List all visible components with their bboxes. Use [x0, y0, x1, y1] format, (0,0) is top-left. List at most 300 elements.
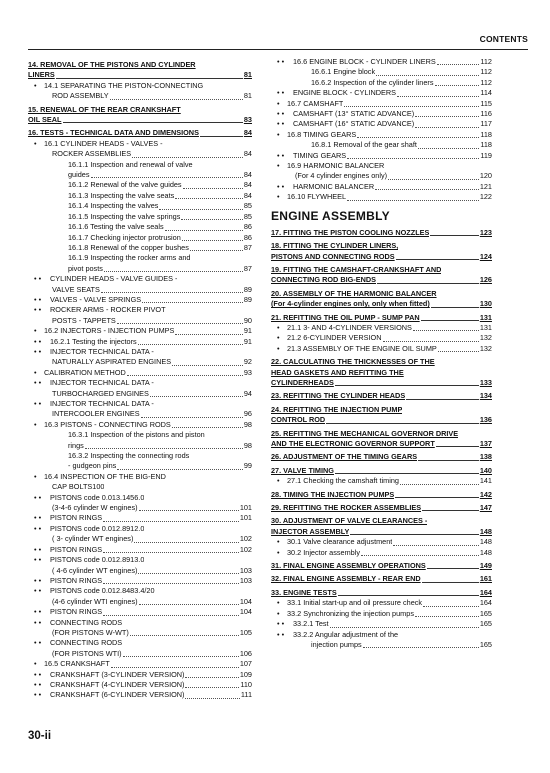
dot-leader	[123, 656, 239, 657]
toc-entry-text: 16.6.2 Inspection of the cylinder liners	[311, 77, 434, 87]
toc-entry-text: TURBOCHARGED ENGINES	[52, 388, 149, 398]
dot-leader	[159, 209, 242, 210]
toc-entry[interactable]	[28, 149, 252, 159]
toc-entry[interactable]	[28, 399, 252, 409]
dot-leader	[383, 341, 479, 342]
toc-entry[interactable]	[28, 243, 252, 253]
dot-leader	[56, 78, 243, 79]
dot-leader	[418, 148, 479, 149]
toc-entry-page: 131	[479, 322, 492, 332]
toc-entry[interactable]	[28, 555, 252, 565]
bullet-icon: •	[34, 471, 37, 481]
toc-entry[interactable]	[28, 347, 252, 357]
toc-entry-text: PISTON RINGS	[50, 513, 103, 523]
toc-entry-text: injection pumps	[311, 639, 362, 649]
toc-entry[interactable]	[271, 640, 492, 650]
toc-entry[interactable]	[28, 566, 252, 576]
toc-entry[interactable]	[271, 415, 492, 425]
dot-leader	[393, 545, 478, 546]
toc-entry-page: 116	[480, 109, 492, 119]
bullet-icon: •	[277, 476, 280, 486]
toc-entry[interactable]	[271, 130, 492, 140]
toc-entry-page: 165	[479, 639, 492, 649]
dot-leader	[350, 534, 478, 535]
toc-entry-page: 123	[479, 227, 492, 237]
toc-entry[interactable]	[28, 618, 252, 628]
toc-entry[interactable]	[271, 609, 492, 619]
toc-entry[interactable]	[271, 598, 492, 608]
dot-leader	[388, 179, 479, 180]
toc-entry-page: 98	[243, 440, 252, 450]
toc-entry-page: 83	[243, 115, 252, 125]
toc-entry[interactable]	[271, 323, 492, 333]
toc-entry-page: 86	[243, 222, 252, 232]
dot-leader	[400, 484, 479, 485]
toc-entry-text: 16.2.1 Testing the injectors	[50, 336, 137, 346]
toc-entry-text: AND THE ELECTRONIC GOVERNOR SUPPORT	[271, 439, 435, 448]
toc-entry-page: 93	[243, 367, 252, 377]
toc-entry[interactable]	[271, 171, 492, 181]
toc-entry[interactable]	[28, 482, 252, 492]
dot-leader	[103, 552, 239, 553]
toc-entry-page: 110	[240, 679, 252, 689]
toc-entry-text: 16.9 HARMONIC BALANCER	[287, 161, 385, 171]
toc-entry[interactable]	[271, 140, 492, 150]
toc-entry-page: 84	[243, 180, 252, 190]
toc-entry[interactable]	[28, 389, 252, 399]
toc-entry[interactable]	[28, 253, 252, 263]
dot-leader	[139, 510, 239, 511]
toc-entry-text: PISTONS code 0.012.8913.0	[50, 555, 145, 565]
toc-entry[interactable]	[28, 524, 252, 534]
toc-entry[interactable]	[271, 333, 492, 343]
dot-leader	[413, 330, 479, 331]
toc-entry-page: 92	[243, 357, 252, 367]
dot-leader	[376, 75, 479, 76]
toc-entry[interactable]	[271, 368, 492, 378]
bullet-icon: • •	[34, 575, 42, 585]
toc-entry-page: 140	[479, 465, 492, 475]
toc-entry-text: 33.1 Initial start-up and oil pressure check	[287, 598, 423, 608]
toc-entry[interactable]	[271, 99, 492, 109]
toc-entry-text: CONNECTING ROD BIG-ENDS	[271, 275, 376, 285]
toc-entry[interactable]	[28, 628, 252, 638]
toc-entry-page: 89	[243, 294, 252, 304]
toc-right-column	[271, 57, 492, 650]
toc-entry[interactable]	[28, 503, 252, 513]
bullet-icon: • •	[34, 399, 42, 408]
toc-entry[interactable]	[28, 201, 252, 211]
toc-entry[interactable]	[271, 344, 492, 354]
toc-entry-text: 16.5 CRANKSHAFT	[44, 659, 110, 669]
toc-entry-page: 102	[239, 534, 252, 544]
toc-entry-text: ( 3- cylinder WT engines)	[52, 534, 134, 544]
toc-entry[interactable]	[28, 212, 252, 222]
toc-entry[interactable]	[28, 409, 252, 419]
dot-leader	[111, 667, 239, 668]
toc-entry-text: 16.2 INJECTORS - INJECTION PUMPS	[44, 326, 175, 336]
toc-entry-text: (FOR PISTONS W-WT)	[52, 627, 129, 637]
toc-entry-page: 98	[243, 419, 252, 429]
toc-entry[interactable]	[28, 170, 252, 180]
toc-right-top	[271, 57, 492, 203]
toc-entry[interactable]	[28, 680, 252, 690]
bullet-icon: •	[277, 343, 280, 353]
bullet-icon: •	[34, 138, 37, 148]
toc-entry[interactable]	[28, 274, 252, 284]
dot-leader	[142, 302, 243, 303]
toc-entry-text: PISTONS code 0.012.8912.0	[50, 523, 145, 533]
toc-entry[interactable]	[28, 105, 252, 115]
toc-entry-text: PISTONS code 0.013.1456.0	[50, 492, 145, 502]
toc-entry[interactable]	[271, 357, 492, 367]
toc-entry[interactable]	[28, 337, 252, 347]
dot-leader	[183, 188, 243, 189]
bullet-icon: •	[277, 608, 280, 618]
bullet-icon: • •	[34, 523, 42, 533]
toc-entry[interactable]	[28, 295, 252, 305]
toc-entry[interactable]	[28, 420, 252, 430]
dot-leader	[200, 136, 243, 137]
toc-entry-page: 99	[243, 461, 252, 471]
dot-leader	[415, 616, 479, 617]
toc-entry-text: 16.10 FLYWHEEL	[287, 192, 347, 202]
toc-entry-page: 94	[243, 388, 252, 398]
toc-entry[interactable]	[271, 265, 492, 275]
toc-entry[interactable]	[271, 405, 492, 415]
toc-entry[interactable]	[28, 139, 252, 149]
dot-leader	[150, 396, 243, 397]
toc-entry[interactable]	[28, 81, 252, 91]
toc-entry[interactable]	[28, 607, 252, 617]
dot-leader	[326, 423, 479, 424]
dot-leader	[396, 259, 479, 260]
toc-entry[interactable]	[28, 472, 252, 482]
toc-entry-text: 22. CALCULATING THE THICKNESSES OF THE	[271, 357, 435, 367]
toc-entry[interactable]	[271, 466, 492, 476]
toc-entry-page: 86	[243, 232, 252, 242]
toc-entry-page: 81	[243, 70, 252, 80]
toc-entry[interactable]	[28, 597, 252, 607]
toc-entry-page: 147	[479, 503, 492, 513]
toc-entry-text: (4-6 cylinder WTI engines)	[52, 596, 138, 606]
toc-entry[interactable]	[28, 659, 252, 669]
toc-entry-text: 18. FITTING THE CYLINDER LINERS,	[271, 241, 399, 251]
toc-entry-page: 91	[243, 336, 252, 346]
dot-leader	[132, 157, 243, 158]
toc-entry[interactable]	[271, 527, 492, 537]
bullet-icon: • •	[34, 346, 42, 356]
bullet-icon: •	[277, 322, 280, 332]
toc-entry[interactable]	[28, 649, 252, 659]
toc-entry[interactable]	[28, 264, 252, 274]
bullet-icon: •	[277, 547, 280, 557]
dot-leader	[134, 542, 238, 543]
toc-entry[interactable]	[271, 503, 492, 513]
bullet-icon: • •	[277, 181, 285, 191]
dot-leader	[437, 64, 480, 65]
toc-entry-text: CYLINDERHEADS	[271, 377, 334, 387]
toc-entry-page: 161	[479, 574, 492, 584]
dot-leader	[103, 521, 239, 522]
toc-entry[interactable]	[271, 516, 492, 526]
toc-entry[interactable]	[28, 545, 252, 555]
toc-entry-page: 117	[480, 119, 492, 129]
toc-entry[interactable]	[271, 241, 492, 251]
toc-entry-text: (3-4-6 cylinder W engines)	[52, 503, 138, 513]
toc-entry-page: 132	[479, 333, 492, 343]
bullet-icon: •	[277, 598, 280, 608]
toc-entry-text: guides	[68, 170, 90, 180]
toc-entry-text: ROCKER ARMS - ROCKER PIVOT	[50, 305, 166, 315]
toc-entry-page: 126	[479, 275, 492, 285]
toc-entry[interactable]	[271, 537, 492, 547]
toc-entry-page: 132	[479, 343, 492, 353]
bullet-icon: • •	[34, 586, 42, 596]
toc-entry[interactable]	[28, 191, 252, 201]
toc-entry[interactable]	[28, 534, 252, 544]
toc-entry[interactable]	[28, 368, 252, 378]
toc-entry-text: CAMSHAFT (13° STATIC ADVANCE)	[293, 109, 415, 119]
toc-entry-page: 85	[243, 201, 252, 211]
bullet-icon: • •	[34, 690, 42, 700]
toc-entry-page: 136	[479, 415, 492, 425]
toc-entry[interactable]	[28, 222, 252, 232]
toc-entry-text: (For 4-cylinder engines only, only when fitted)	[271, 299, 430, 309]
toc-entry-text: (For 4 cylinder engines only)	[295, 171, 388, 181]
toc-entry[interactable]	[271, 151, 492, 161]
toc-entry[interactable]	[28, 160, 252, 170]
toc-entry[interactable]	[271, 192, 492, 202]
toc-entry-text: 19. FITTING THE CAMSHAFT-CRANKSHAFT AND	[271, 264, 442, 274]
bullet-icon: • •	[34, 669, 42, 679]
toc-entry[interactable]	[28, 461, 252, 471]
dot-leader	[436, 446, 479, 447]
dot-leader	[431, 307, 479, 308]
toc-entry-page: 109	[239, 669, 252, 679]
dot-leader	[335, 385, 479, 386]
dot-leader	[418, 460, 479, 461]
toc-entry[interactable]	[28, 180, 252, 190]
toc-entry-page: 133	[479, 377, 492, 387]
toc-entry-text: HARMONIC BALANCER	[293, 181, 375, 191]
dot-leader	[101, 292, 243, 293]
toc-entry[interactable]	[271, 289, 492, 299]
toc-entry-page: 85	[243, 211, 252, 221]
dot-leader	[190, 250, 243, 251]
page-header	[28, 34, 528, 48]
dot-leader	[103, 615, 239, 616]
toc-entry-text: 24. REFITTING THE INJECTION PUMP	[271, 404, 403, 414]
toc-entry[interactable]	[271, 439, 492, 449]
toc-entry[interactable]	[28, 670, 252, 680]
toc-entry[interactable]	[271, 161, 492, 171]
bullet-icon: •	[34, 80, 37, 90]
toc-entry-text: 16.8 TIMING GEARS	[287, 129, 357, 139]
toc-entry[interactable]	[28, 115, 252, 125]
toc-entry[interactable]	[28, 305, 252, 315]
toc-entry-page: 91	[243, 326, 252, 336]
toc-entry-text: 16.1.2 Renewal of the valve guides	[68, 180, 182, 190]
toc-entry-text: 16.1.1 Inspection and renewal of valve	[68, 159, 193, 169]
toc-entry-text: 21.3 ASSEMBLY OF THE ENGINE OIL SUMP	[287, 343, 437, 353]
dot-leader	[338, 595, 479, 596]
toc-entry-text: INJECTOR ASSEMBLY	[271, 526, 350, 536]
toc-entry-text: OIL SEAL	[28, 115, 62, 125]
toc-entry-page: 87	[243, 242, 252, 252]
dot-leader	[415, 116, 479, 117]
toc-entry-text: CAP BOLTS100	[52, 482, 105, 492]
toc-entry-text: 30.2 Injector assembly	[287, 547, 361, 557]
toc-entry[interactable]	[271, 119, 492, 129]
toc-entry-text: 30.1 Valve clearance adjustment	[287, 537, 393, 547]
toc-entry[interactable]	[271, 476, 492, 486]
toc-entry-page: 120	[479, 171, 492, 181]
toc-entry-text: rings	[68, 440, 84, 450]
toc-entry[interactable]	[28, 378, 252, 388]
dot-leader	[110, 99, 243, 100]
toc-entry[interactable]	[271, 109, 492, 119]
toc-entry-text: VALVES - VALVE SPRINGS	[50, 294, 142, 304]
toc-entry-page: 131	[479, 312, 492, 322]
toc-entry[interactable]	[28, 513, 252, 523]
bullet-icon: •	[34, 326, 37, 336]
dot-leader	[423, 606, 479, 607]
toc-entry[interactable]	[271, 548, 492, 558]
bullet-icon: • •	[34, 492, 42, 502]
bullet-icon: • •	[277, 57, 285, 66]
toc-entry[interactable]	[271, 391, 492, 401]
toc-entry[interactable]	[271, 299, 492, 309]
toc-entry-page: 90	[243, 315, 252, 325]
toc-entry[interactable]	[271, 378, 492, 388]
toc-entry-text: CRANKSHAFT (6-CYLINDER VERSION)	[50, 690, 185, 700]
bullet-icon: •	[34, 419, 37, 429]
toc-entry-text: 16.1.7 Checking injector protrusion	[68, 232, 181, 242]
section-heading-engine-assembly: ENGINE ASSEMBLY	[271, 208, 390, 223]
toc-entry[interactable]	[28, 493, 252, 503]
toc-entry[interactable]	[271, 429, 492, 439]
toc-entry[interactable]	[28, 357, 252, 367]
toc-entry-page: 103	[239, 575, 252, 585]
toc-entry[interactable]	[271, 561, 492, 571]
toc-entry-page: 121	[479, 181, 492, 191]
toc-entry[interactable]	[271, 588, 492, 598]
toc-entry-text: 16.8.1 Removal of the gear shaft	[311, 140, 417, 150]
page-number: 30-ii	[28, 730, 52, 742]
toc-entry[interactable]	[271, 67, 492, 77]
toc-entry-text: 33.2 Synchronizing the injection pumps	[287, 608, 414, 618]
toc-entry[interactable]	[271, 252, 492, 262]
toc-entry[interactable]	[28, 690, 252, 700]
toc-entry-text: 33.2.1 Test	[293, 619, 329, 629]
toc-entry[interactable]	[271, 78, 492, 88]
toc-entry-text: CONTROL ROD	[271, 415, 326, 425]
dot-leader	[104, 271, 243, 272]
bullet-icon: • •	[34, 336, 42, 346]
dot-leader	[395, 497, 479, 498]
toc-entry-text: - gudgeon pins	[68, 461, 117, 471]
toc-entry-page: 104	[239, 607, 252, 617]
toc-entry-text: INJECTOR TECHNICAL DATA -	[50, 399, 154, 408]
dot-leader	[139, 604, 239, 605]
dot-leader	[181, 219, 243, 220]
toc-entry-text: ( 4-6 cylinder WT engines)	[52, 565, 138, 575]
toc-entry[interactable]	[28, 233, 252, 243]
toc-entry[interactable]	[271, 630, 492, 640]
toc-entry[interactable]	[271, 275, 492, 285]
toc-entry[interactable]	[28, 576, 252, 586]
toc-entry-text: CONNECTING RODS	[50, 638, 123, 648]
toc-entry-text: 27. VALVE TIMING	[271, 465, 334, 475]
toc-entry-text: CAMSHAFT (16° STATIC ADVANCE)	[293, 119, 415, 129]
toc-entry-text: POSTS - TAPPETS	[52, 315, 116, 325]
toc-entry[interactable]	[271, 57, 492, 67]
toc-entry[interactable]	[271, 619, 492, 629]
toc-entry[interactable]	[271, 228, 492, 238]
toc-entry[interactable]	[28, 70, 252, 80]
toc-entry[interactable]	[271, 88, 492, 98]
toc-entry-page: 124	[479, 251, 492, 261]
toc-entry[interactable]	[28, 638, 252, 648]
toc-entry[interactable]	[28, 451, 252, 461]
toc-entry-page: 103	[239, 565, 252, 575]
toc-entry-page: 112	[480, 67, 492, 77]
dot-leader	[361, 555, 479, 556]
toc-entry-page: 84	[243, 190, 252, 200]
toc-entry[interactable]	[271, 452, 492, 462]
toc-entry-page: 114	[480, 88, 492, 98]
toc-entry[interactable]	[28, 316, 252, 326]
dot-leader	[172, 365, 243, 366]
toc-entry[interactable]	[28, 430, 252, 440]
dot-leader	[347, 158, 479, 159]
dot-leader	[427, 568, 479, 569]
toc-entry-page: 164	[479, 598, 492, 608]
toc-entry-page: 149	[479, 561, 492, 571]
toc-entry[interactable]	[271, 182, 492, 192]
bullet-icon: •	[277, 129, 280, 139]
toc-entry[interactable]	[28, 60, 252, 70]
toc-entry[interactable]	[28, 91, 252, 101]
toc-entry-text: PISTON RINGS	[50, 607, 103, 617]
toc-entry-text: 16.7 CAMSHAFT	[287, 98, 344, 108]
bullet-icon: • •	[34, 555, 42, 565]
toc-entry-page: 81	[243, 91, 252, 101]
dot-leader	[182, 240, 243, 241]
toc-entry[interactable]	[28, 441, 252, 451]
dot-leader	[185, 687, 239, 688]
toc-entry-page: 112	[480, 77, 492, 87]
toc-entry-page: 165	[479, 608, 492, 618]
toc-entry-text: 16.4 INSPECTION OF THE BIG-END	[44, 471, 166, 481]
toc-entry[interactable]	[271, 313, 492, 323]
toc-entry[interactable]	[271, 490, 492, 500]
toc-entry-page: 134	[479, 391, 492, 401]
toc-entry-text: VALVE SEATS	[52, 284, 100, 294]
toc-entry[interactable]	[28, 326, 252, 336]
toc-entry[interactable]	[28, 586, 252, 596]
dot-leader	[421, 320, 479, 321]
toc-entry[interactable]	[28, 128, 252, 138]
toc-entry[interactable]	[271, 574, 492, 584]
dot-leader	[172, 427, 243, 428]
toc-entry[interactable]	[28, 285, 252, 295]
dot-leader	[422, 582, 479, 583]
bullet-icon: •	[277, 537, 280, 547]
bullet-icon: • •	[277, 109, 285, 119]
toc-entry-text: NATURALLY ASPIRATED ENGINES	[52, 357, 172, 367]
